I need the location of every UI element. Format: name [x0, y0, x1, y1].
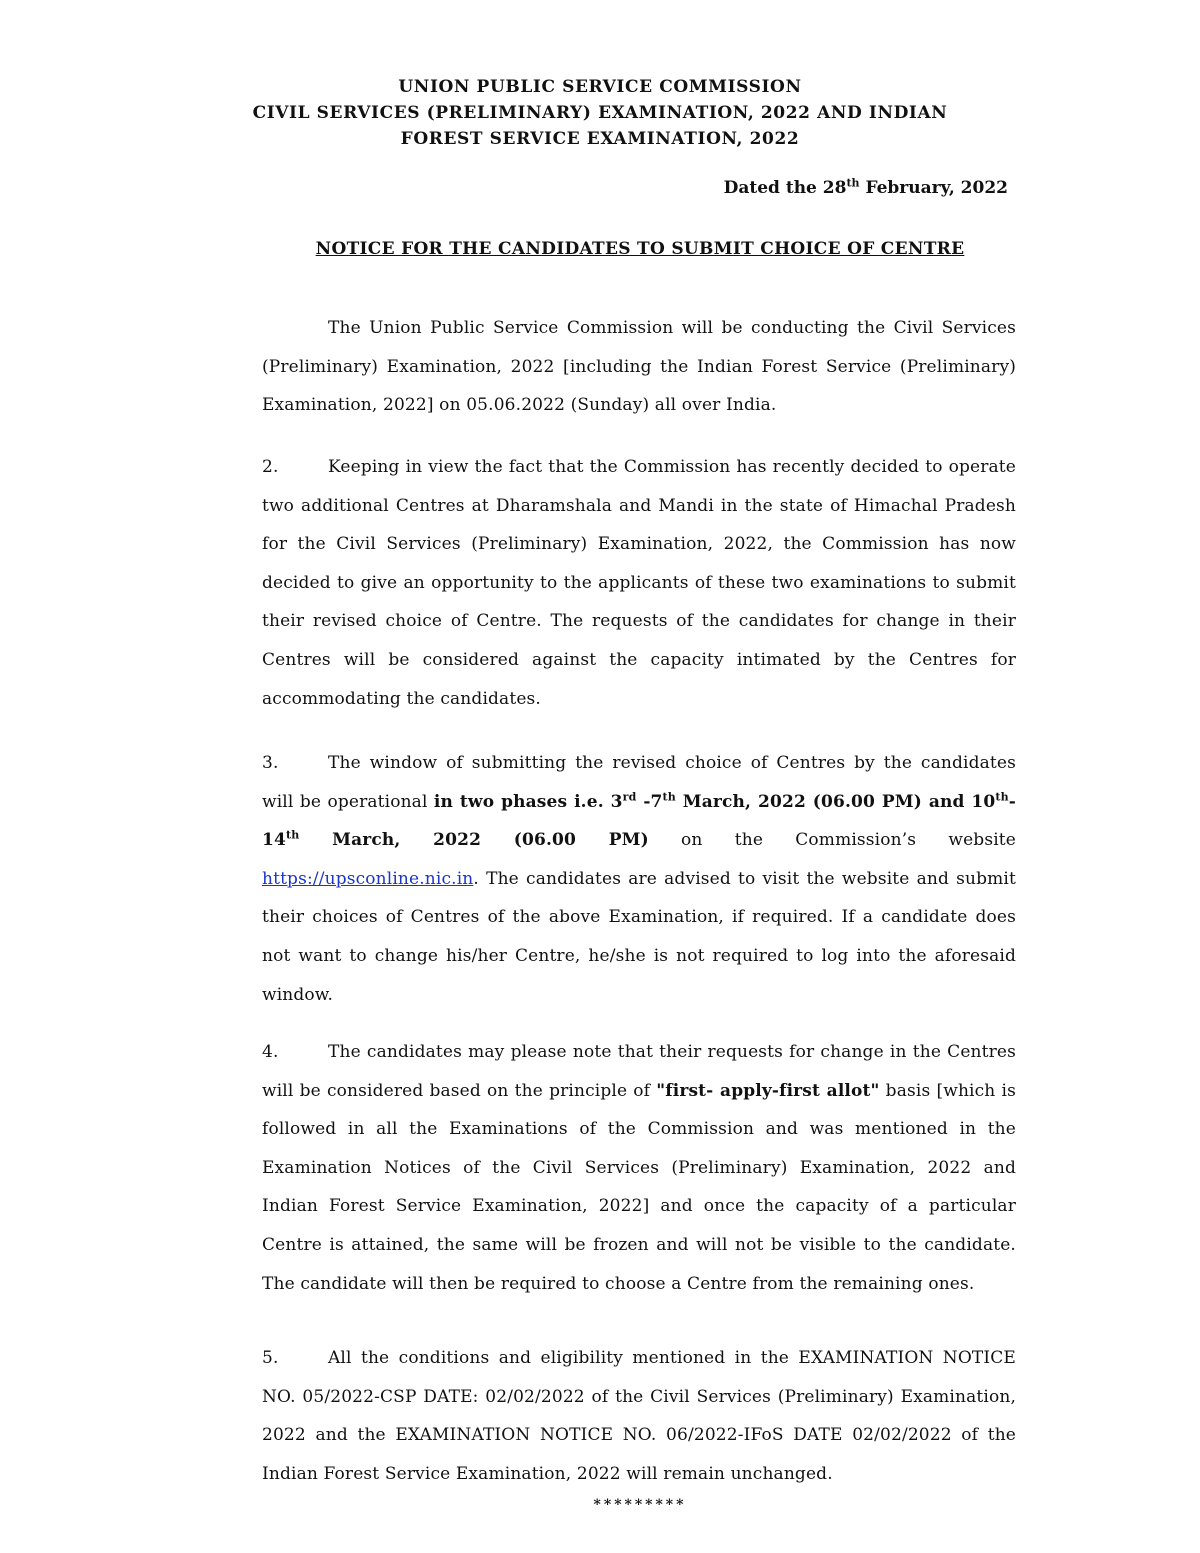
paragraph-4 — [262, 1033, 1016, 1303]
date-prefix: Dated the 28 — [723, 178, 847, 198]
date-superscript: th — [846, 176, 860, 190]
paragraph-1-text: The Union Public Service Commission will be conducting the Civil Services (Preliminary) Examination, 2022 [including the Indian Forest Service (Preliminary) Examination, 2022] on 05.06.2022 (Sunday) all over India. — [262, 318, 1016, 416]
paragraph-4-text-a: The candidates may please note that their requests for change in the Centres will be considered based on the principle of — [262, 1042, 1016, 1101]
phase-dates-e: March, 2022 (06.00 PM) — [299, 830, 649, 851]
phase-dates-a: in two phases i.e. 3 — [433, 791, 623, 812]
paragraph-3-number: 3. — [262, 753, 279, 773]
paragraph-4-number: 4. — [262, 1042, 279, 1062]
website-link[interactable]: https://upsconline.nic.in — [262, 868, 474, 889]
paragraph-3 — [262, 744, 1016, 1014]
paragraph-3-text-a: The window of submitting the revised choice of Centres by the candidates will be operational — [262, 753, 1016, 812]
paragraph-2 — [262, 448, 1016, 718]
principle-bold: "first- apply-first allot" — [656, 1080, 880, 1101]
paragraph-4-text-b: basis [which is followed in all the Examinations of the Commission and was mentioned in the Examination Notices of the Civil Services (Preliminary) Examination, 2022 and Indian Forest Service Examination, 2022] and once the capacity of a particular Centre is attained, the same will be frozen and will not be visible to the candidate. The candidate will then be required to choose a Centre from the remaining ones. — [262, 1080, 1016, 1294]
header-organization: UNION PUBLIC SERVICE COMMISSION — [398, 77, 802, 97]
sup-rd: rd — [622, 789, 637, 803]
sup-th-1: th — [662, 789, 676, 803]
paragraph-5-text: All the conditions and eligibility mentioned in the EXAMINATION NOTICE NO. 05/2022-CSP DATE: 02/02/2022 of the Civil Services (Preliminary) Examination, 2022 and the EXAMINATION NOTICE NO. 06/2022-IFoS DATE 02/02/2022 of the Indian Forest Service Examination, 2022 will remain unchanged. — [262, 1348, 1016, 1484]
date-suffix: February, 2022 — [859, 178, 1008, 198]
paragraph-2-number: 2. — [262, 457, 279, 477]
paragraph-2-text: Keeping in view the fact that the Commission has recently decided to operate two additional Centres at Dharamshala and Mandi in the state of Himachal Pradesh for the Civil Services (Preliminary) Examination, 2022, the Commission has now decided to give an opportunity to the applicants of these two examinations to submit their revised choice of Centre. The requests of the candidates for change in their Centres will be considered against the capacity intimated by the Centres for accommodating the candidates. — [262, 457, 1016, 709]
sup-th-2: th — [995, 789, 1009, 803]
end-marker: ********* — [593, 1497, 687, 1513]
phase-dates-d: -14 — [262, 791, 1016, 851]
header-exam-line-2: FOREST SERVICE EXAMINATION, 2022 — [400, 129, 800, 149]
paragraph-5-number: 5. — [262, 1348, 279, 1368]
notice-title: NOTICE FOR THE CANDIDATES TO SUBMIT CHOICE OF CENTRE — [315, 239, 965, 259]
date-line — [724, 178, 1008, 198]
paragraph-3-text-b: on the Commission’s website — [648, 830, 1016, 851]
paragraph-5 — [262, 1339, 1016, 1493]
phase-dates-c: March, 2022 (06.00 PM) and 10 — [675, 791, 996, 812]
sup-th-3: th — [285, 828, 300, 842]
header-exam-line-1: CIVIL SERVICES (PRELIMINARY) EXAMINATION, 2022 AND INDIAN — [252, 103, 948, 123]
paragraph-1 — [262, 309, 1016, 425]
paragraph-3-text-c: . The candidates are advised to visit the website and submit their choices of Centres of the above Examination, if required. If a candidate does not want to change his/her Centre, he/she is not required to log into the aforesaid window. — [262, 868, 1016, 1005]
phase-dates-b: -7 — [636, 791, 663, 812]
